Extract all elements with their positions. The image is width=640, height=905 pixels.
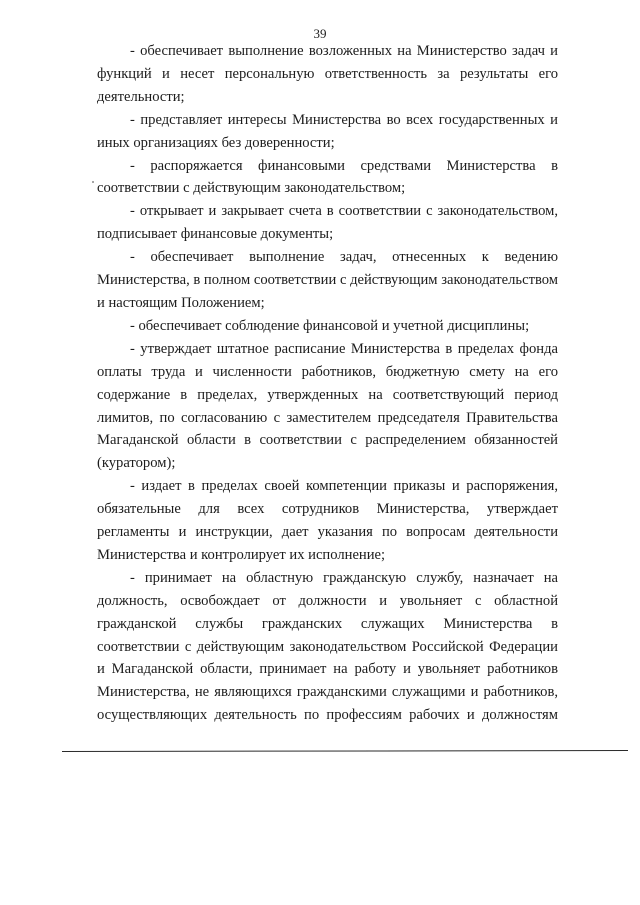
- paragraph-5: - обеспечивает выполнение задач, отнесенных к ведению Министерства, в полном соответствии с действующим законодательством и настоящим Положением;: [97, 249, 558, 311]
- paragraph-3: - распоряжается финансовыми средствами Министерства в соответствии с действующим законодательством;: [97, 157, 558, 197]
- paragraph-7: - утверждает штатное расписание Министерства в пределах фонда оплаты труда и численности работников, бюджетную смету на его содержание в пределах, утвержденных на соответствующий период лимитов, по согласованию с заместителем председателя Правительства Магаданской области в соответствии с распределением обязанностей (куратором);: [97, 340, 558, 472]
- paragraph-4: - открывает и закрывает счета в соответствии с законодательством, подписывает финансовые документы;: [97, 203, 558, 243]
- paragraph-8: - издает в пределах своей компетенции приказы и распоряжения, обязательные для всех сотрудников Министерства, утверждает регламенты и инструкции, дает указания по вопросам деятельности Министерства и контролирует их исполнение;: [97, 478, 558, 563]
- document-body: [97, 40, 558, 727]
- bottom-rule: [62, 750, 628, 752]
- paragraph-2: - представляет интересы Министерства во всех государственных и иных организациях без доверенности;: [97, 111, 558, 151]
- paragraph-9: - принимает на областную гражданскую службу, назначает на должность, освобождает от должности и увольняет с областной гражданской службы гражданских служащих Министерства в соответствии с действующим законодательством Российской Федерации и Магаданской области, принимает на работу и увольняет работников Министерства, не являющихся гражданскими служащими и работников, осуществляющих деятельность по профессиям рабочих и должностям: [97, 569, 558, 724]
- scan-artifact: [92, 181, 94, 183]
- page-number: 39: [313, 26, 327, 41]
- paragraph-1: - обеспечивает выполнение возложенных на Министерство задач и функций и несет персональную ответственность за результаты его деятельности;: [97, 43, 558, 105]
- paragraph-6: - обеспечивает соблюдение финансовой и учетной дисциплины;: [130, 317, 530, 334]
